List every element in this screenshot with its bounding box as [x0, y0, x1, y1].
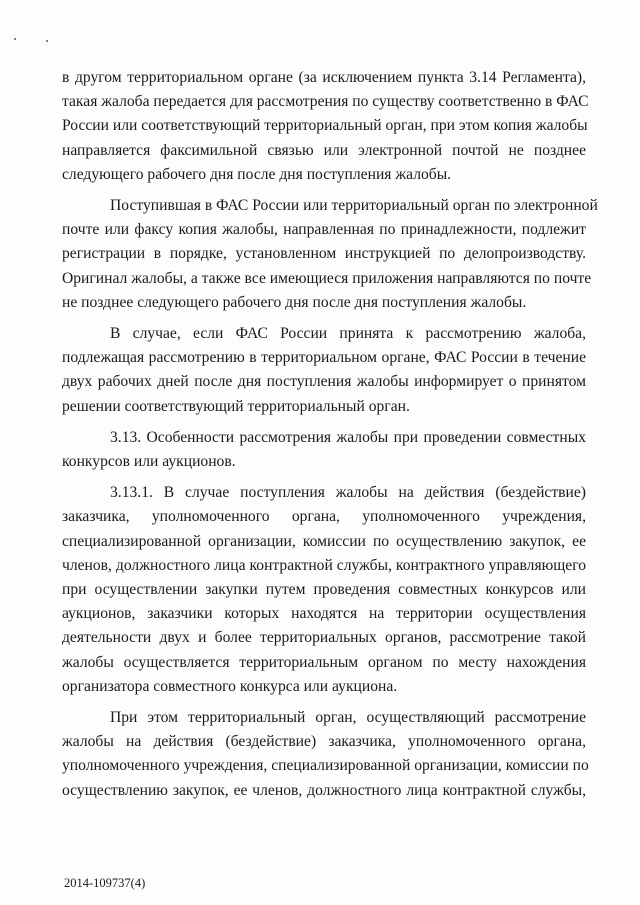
text-line: 3.13.1. В случае поступления жалобы на действия (бездействие) — [110, 484, 586, 502]
paragraph — [62, 481, 586, 699]
text-line: деятельности двух и более территориальных органов, рассмотрение такой — [62, 629, 586, 647]
text-line: подлежащая рассмотрению в территориальном органе, ФАС России в течение — [62, 349, 586, 367]
paragraph — [62, 194, 598, 315]
paragraph — [62, 426, 586, 474]
text-line: Оригинал жалобы, а также все имеющиеся приложения направляются по почте — [62, 269, 592, 287]
text-line: двух рабочих дней после дня поступления жалобы информирует о принятом — [62, 373, 586, 391]
scan-speck — [46, 40, 48, 42]
text-line: жалобы осуществляется территориальным органом по месту нахождения — [62, 653, 586, 671]
text-line: членов, должностного лица контрактной службы, контрактного управляющего — [62, 556, 586, 574]
text-line: следующего рабочего дня после дня поступления жалобы. — [62, 165, 452, 183]
text-line: специализированной организации, комиссии по осуществлению закупок, ее — [62, 532, 586, 550]
document-body — [62, 66, 598, 810]
text-line: направляется факсимильной связью или электронной почтой не позднее — [62, 141, 586, 159]
text-line: не позднее следующего рабочего дня после дня поступления жалобы. — [62, 293, 527, 311]
footer-document-code: 2014-109737(4) — [64, 876, 146, 890]
text-line: конкурсов или аукционов. — [62, 453, 236, 471]
text-line: регистрации в порядке, установленном инструкцией по делопроизводству. — [62, 245, 586, 263]
text-line: В случае, если ФАС России принята к рассмотрению жалоба, — [110, 325, 586, 343]
text-line: 3.13. Особенности рассмотрения жалобы при проведении совместных — [110, 428, 586, 446]
text-line: заказчика, уполномоченного органа, уполномоченного учреждения, — [62, 508, 586, 526]
text-line: аукционов, заказчики которых находятся на территории осуществления — [62, 605, 586, 623]
text-line: в другом территориальном органе (за исключением пункта 3.14 Регламента), — [62, 69, 586, 86]
text-line: такая жалоба передается для рассмотрения по существу соответственно в ФАС — [62, 93, 589, 111]
text-line: решении соответствующий территориальный орган. — [62, 397, 410, 415]
paragraph — [62, 66, 589, 187]
text-line: почте или факсу копия жалобы, направленная по принадлежности, подлежит — [62, 221, 586, 239]
text-line: жалобы на действия (бездействие) заказчика, уполномоченного органа, — [62, 733, 586, 751]
text-line: организатора совместного конкурса или аукциона. — [62, 677, 398, 695]
text-line: при осуществлении закупки путем проведения совместных конкурсов или — [62, 581, 586, 599]
text-line: При этом территориальный орган, осуществляющий рассмотрение — [110, 709, 586, 727]
paragraph — [62, 322, 586, 419]
text-line: уполномоченного учреждения, специализированной организации, комиссии по — [62, 757, 589, 775]
scan-speck — [14, 38, 16, 40]
text-line: России или соответствующий территориальный орган, при этом копия жалобы — [62, 117, 588, 135]
text-line: Поступившая в ФАС России или территориальный орган по электронной — [110, 197, 598, 215]
text-line: осуществлению закупок, ее членов, должностного лица контрактной службы, — [62, 781, 586, 799]
paragraph — [62, 706, 589, 803]
